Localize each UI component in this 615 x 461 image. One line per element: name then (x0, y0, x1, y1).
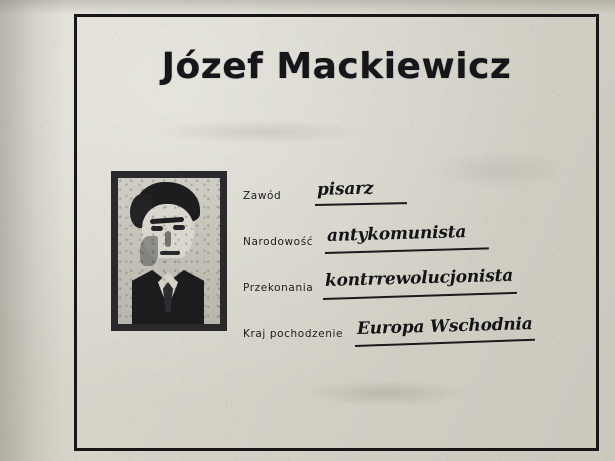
page-top-shadow (0, 0, 615, 14)
field-kraj-pochodzenie-label: Kraj pochodzenie (243, 328, 344, 340)
field-narodowosc-value: antykomunista (326, 222, 467, 246)
field-kraj-pochodzenie-value: Europa Wschodnia (356, 314, 533, 339)
field-zawod (243, 178, 563, 224)
portrait-photo (111, 171, 227, 331)
field-narodowosc (243, 224, 563, 270)
field-kraj-pochodzenie-underline (355, 339, 535, 347)
field-zawod-underline (315, 202, 407, 206)
page-left-shadow (0, 0, 66, 461)
field-przekonania-label: Przekonania (243, 282, 314, 294)
page-title: Józef Mackiewicz (161, 46, 512, 87)
form-fields (243, 178, 563, 362)
field-narodowosc-underline (325, 247, 489, 254)
portrait-image (118, 178, 220, 324)
field-zawod-value: pisarz (316, 178, 374, 200)
field-przekonania-underline (323, 292, 517, 300)
field-przekonania-value: kontrrewolucjonista (324, 265, 514, 291)
field-przekonania (243, 265, 563, 316)
field-kraj-pochodzenie (243, 316, 563, 362)
field-zawod-label: Zawód (243, 190, 282, 202)
portrait-halftone-noise (118, 178, 220, 324)
field-narodowosc-label: Narodowość (243, 236, 314, 248)
